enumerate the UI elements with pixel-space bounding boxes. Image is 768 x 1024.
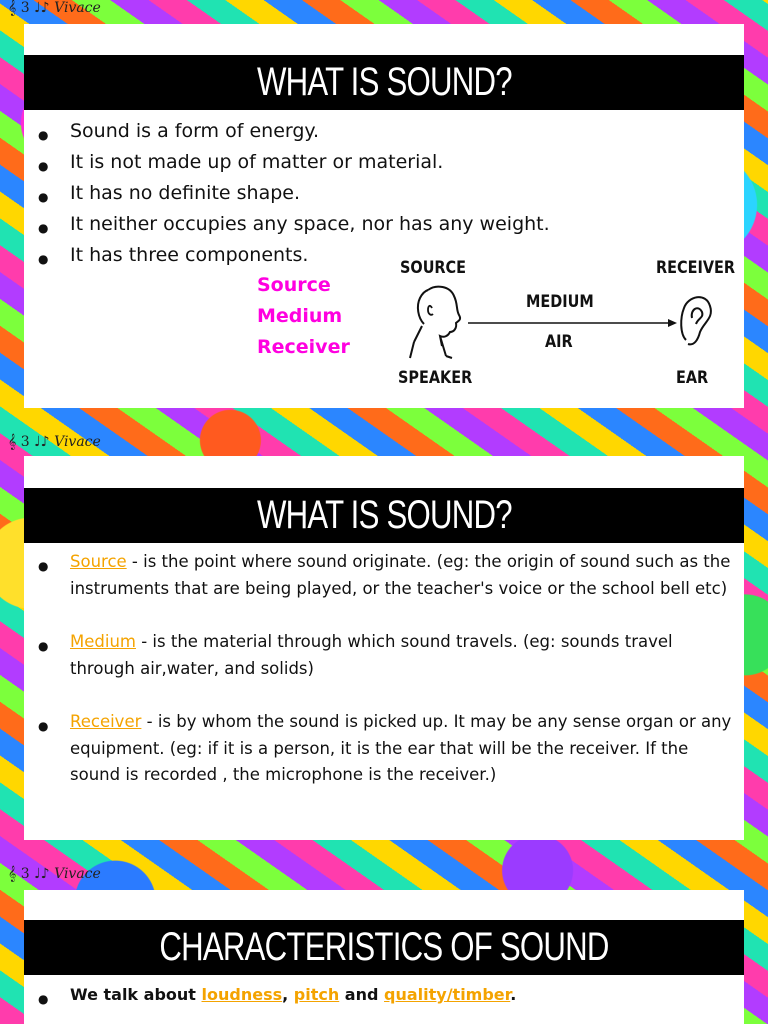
diagram-ear-label: EAR	[676, 368, 709, 388]
bullet-item: ● It has three components.	[36, 240, 550, 271]
slide-1-title-bar	[24, 55, 744, 110]
link-loudness[interactable]: loudness	[201, 985, 283, 1004]
component-source: Source	[257, 274, 331, 296]
sound-components-diagram	[388, 246, 740, 396]
separator: and	[339, 985, 385, 1004]
arrow-icon	[468, 317, 678, 329]
music-notation-strip: 𝄞 3 ♩♪ Vivace	[8, 434, 101, 450]
characteristics-item	[36, 982, 516, 1008]
tempo-marking: Vivace	[54, 0, 101, 16]
slide-3-bullet-list	[36, 982, 516, 1008]
definition-text: - is the point where sound originate. (eg: the origin of sound such as the instruments that are being played, or the teacher's voice or the school bell etc)	[70, 552, 731, 598]
slide-2-definition-list	[36, 549, 736, 816]
slide-1-title: WHAT IS SOUND?	[256, 60, 512, 104]
bullet-item: ● It is not made up of matter or material.	[36, 147, 550, 178]
slide-2-title: WHAT IS SOUND?	[256, 493, 512, 537]
component-receiver: Receiver	[257, 336, 350, 358]
speaker-head-icon	[406, 284, 466, 359]
slide-3-title-bar	[24, 920, 744, 975]
slide-2-title-bar	[24, 488, 744, 543]
definition-text: - is by whom the sound is picked up. It may be any sense organ or any equipment. (eg: if it is a person, it is the ear that will be the receiver. If the sound is recorded , the microphone is the receiver.)	[70, 712, 732, 784]
music-notation-strip: 𝄞 3 ♩♪ Vivace	[8, 0, 101, 16]
term-source: Source	[70, 552, 127, 571]
bullet-item: ● It neither occupies any space, nor has any weight.	[36, 209, 550, 240]
tempo-marking: Vivace	[54, 434, 101, 450]
definition-item-source	[36, 549, 736, 602]
diagram-medium-label: MEDIUM	[526, 292, 594, 312]
intro-text: We talk about	[70, 985, 202, 1004]
definition-item-receiver	[36, 709, 736, 789]
ear-icon	[676, 288, 716, 350]
separator: ,	[282, 985, 294, 1004]
term-receiver: Receiver	[70, 712, 142, 731]
diagram-receiver-label: RECEIVER	[656, 258, 736, 278]
slide-3-title: CHARACTERISTICS OF SOUND	[159, 925, 609, 969]
diagram-speaker-label: SPEAKER	[398, 368, 473, 388]
definition-text: - is the material through which sound travels. (eg: sounds travel through air,water, and solids)	[70, 632, 673, 678]
bullet-item: ● Sound is a form of energy.	[36, 116, 550, 147]
music-notation-strip: 𝄞 3 ♩♪ Vivace	[8, 866, 101, 882]
diagram-source-label: SOURCE	[400, 258, 467, 278]
definition-item-medium	[36, 629, 736, 682]
tempo-marking: Vivace	[54, 866, 101, 882]
link-quality-timber[interactable]: quality/timber	[384, 985, 511, 1004]
bullet-item: ● It has no definite shape.	[36, 178, 550, 209]
period: .	[510, 985, 517, 1004]
diagram-air-label: AIR	[545, 332, 573, 352]
component-medium: Medium	[257, 305, 343, 327]
link-pitch[interactable]: pitch	[293, 985, 340, 1004]
term-medium: Medium	[70, 632, 136, 651]
